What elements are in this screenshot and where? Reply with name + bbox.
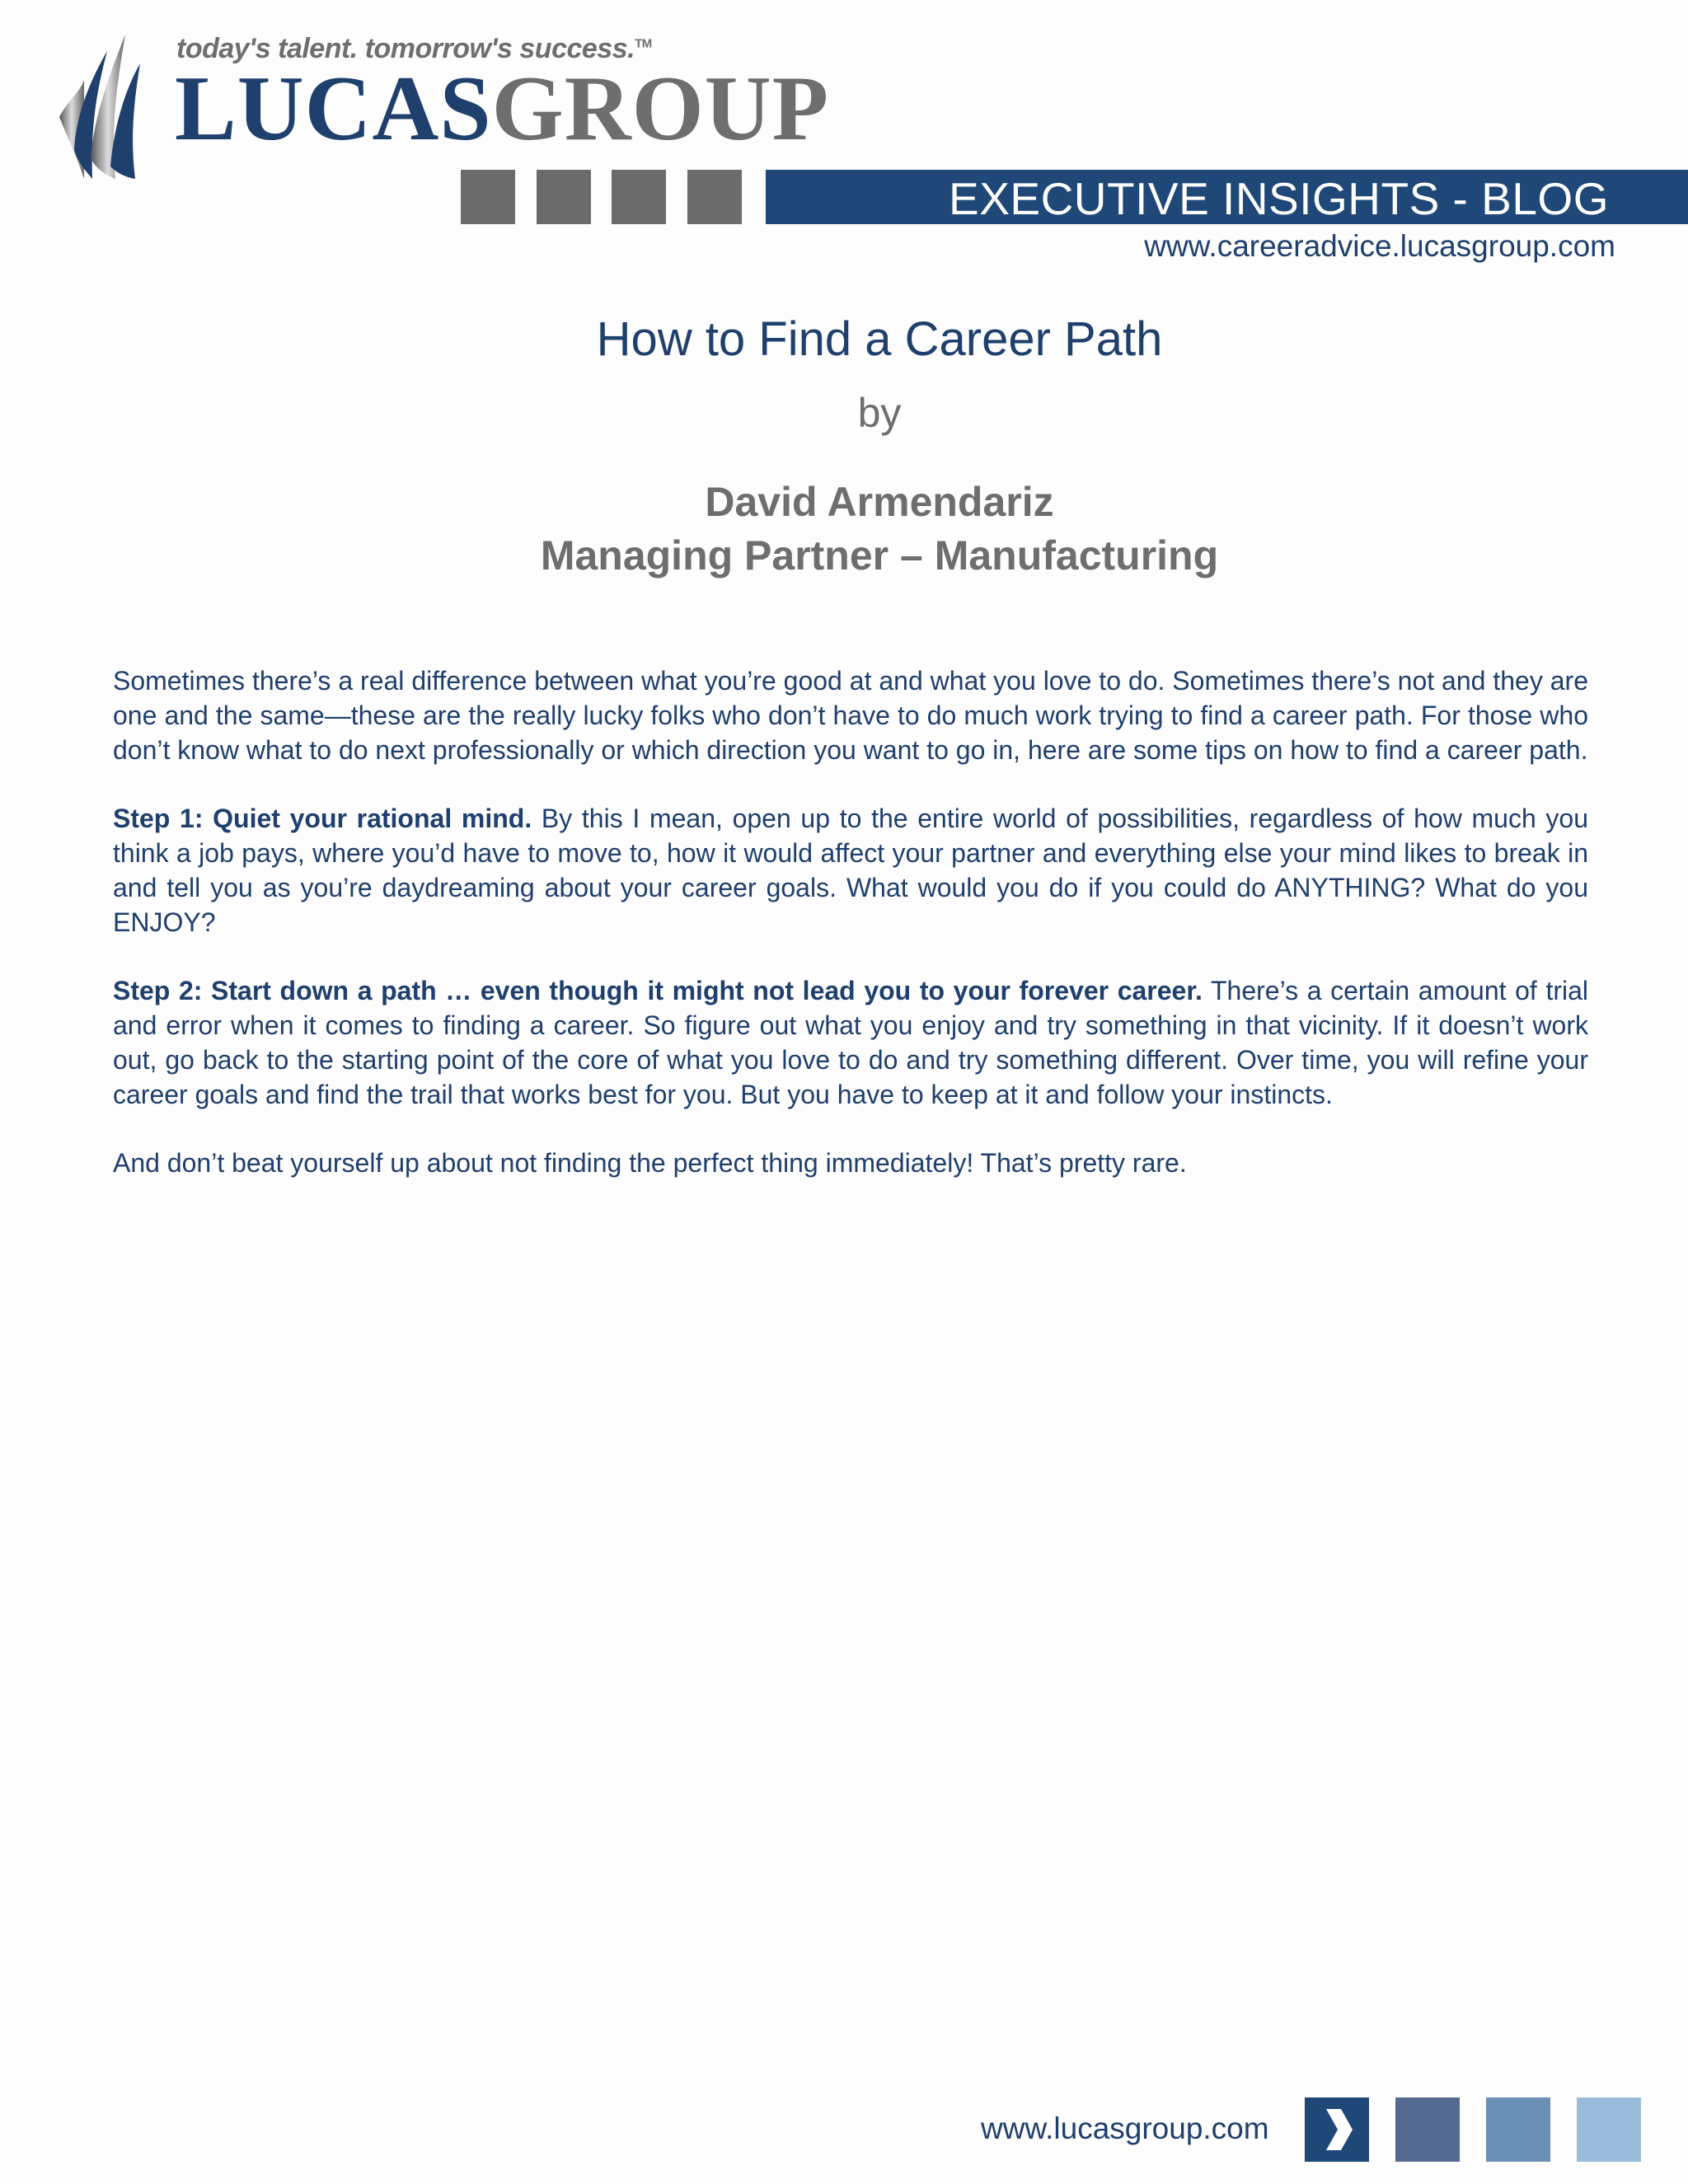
author-name: David Armendariz: [705, 479, 1054, 525]
header-url-link[interactable]: www.careeradvice.lucasgroup.com: [1144, 229, 1615, 263]
footer-square: [1577, 2097, 1641, 2162]
intro-paragraph: Sometimes there’s a real difference between what you’re good at and what you love to do. Sometimes there’s not and they are one and the same—these are the really lucky folks who don’t have to do much work trying to find a career path. For those who don’t know what to do next professionally or which direction you want to go in, here are some tips on how to find a career path.: [113, 666, 1588, 765]
step-1-heading: Step 1: Quiet your rational mind.: [113, 804, 532, 833]
header-title: EXECUTIVE INSIGHTS - BLOG: [949, 173, 1609, 224]
step-1-text: By this I mean, open up to the entire world of possibilities, regardless of how much you think a job pays, where you’d have to move to, how it would affect your partner and everything else your mind likes to break in and tell you as you’re daydreaming about your career goals. What would you do if you could do ANYTHING? What do you ENJOY?: [113, 804, 1589, 937]
brand-name-group: GROUP: [491, 58, 830, 160]
step-1-paragraph: [113, 801, 1588, 940]
step-2-text: There’s a certain amount of trial and error when it comes to finding a career. So figure out what you enjoy and try something in that vicinity. If it doesn’t work out, go back to the starting point of the core of what you love to do and try something different. Over time, you will refine your career goals and find the trail that works best for you. But you have to keep at it and follow your instincts.: [113, 976, 1589, 1109]
brand-tagline: today's talent. tomorrow's success.™: [176, 33, 652, 64]
step-2-heading: Step 2: Start down a path … even though it might not lead you to your forever career.: [113, 976, 1203, 1005]
header-square: [537, 170, 591, 224]
brand-logo-text: [175, 58, 830, 160]
next-page-button[interactable]: [1305, 2097, 1369, 2162]
closing-paragraph: And don’t beat yourself up about not finding the perfect thing immediately! That’s pretty rare.: [113, 1148, 1187, 1178]
lucas-group-swoosh-icon: [59, 35, 142, 179]
step-2-paragraph: [113, 973, 1588, 1112]
footer-url-link[interactable]: www.lucasgroup.com: [981, 2111, 1269, 2145]
article-body: [113, 663, 1588, 1214]
article-title: How to Find a Career Path: [596, 312, 1163, 366]
brand-name-lucas: LUCAS: [175, 58, 492, 160]
header-square: [687, 170, 742, 224]
footer-square: [1395, 2097, 1460, 2162]
footer-square: [1486, 2097, 1550, 2162]
author-title: Managing Partner – Manufacturing: [540, 532, 1219, 579]
byline-by: by: [857, 390, 902, 436]
chevron-right-icon: [1305, 2097, 1369, 2162]
header-square: [612, 170, 666, 224]
header-square: [461, 170, 515, 224]
